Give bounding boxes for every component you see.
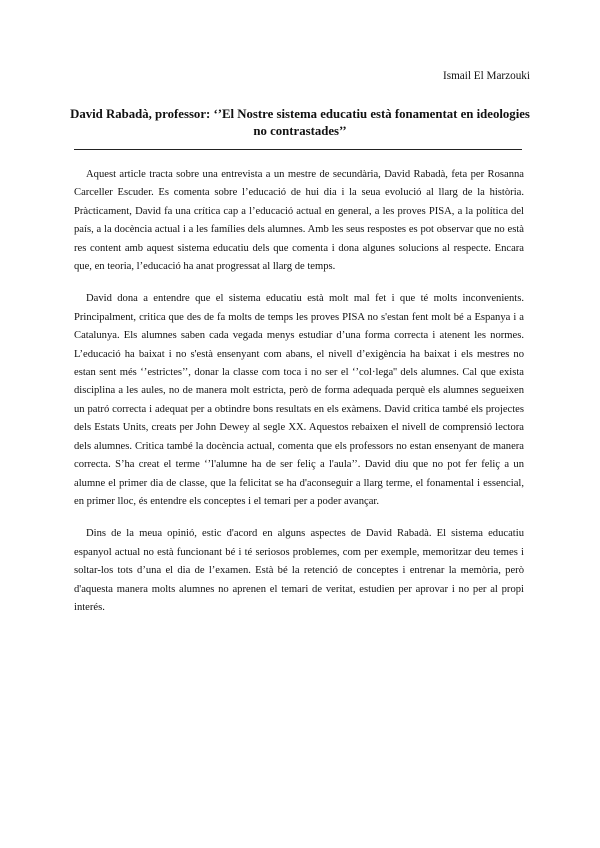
paragraph-1: Aquest article tracta sobre una entrevista a un mestre de secundària, David Rabadà, feta per Rosanna Carceller Escuder. Es comenta sobre l’educació de hui dia i la seua evolució al llarg de la història. Pràcticament, David fa una crítica cap a l’educació actual en general, a les proves PISA, a la política del país, a la docència actual i a les famílies dels alumnes. Amb les seus respostes es pot observar que no està res content amb aquest sistema educatiu dels que comenta i dona algunes solucions al respecte. Encara que, en teoria, l’educació ha anat progressat al llarg de temps. [74, 169, 524, 273]
document-body [74, 166, 524, 631]
paragraph-2: David dona a entendre que el sistema educatiu està molt mal fet i que té molts inconvenients. Principalment, critica que des de fa molts de temps les proves PISA no s'estan fent molt bé a Espanya i a Catalunya. Els alumnes saben cada vegada menys estudiar d’una forma correcta i atenent les normes. L’educació ha baixat i no s'està ensenyant com abans, el nivell d’exigència ha baixat i els mestres no estan sent més ‘’estrictes’’, donar la classe com toca i no ser el ‘’col·lega'' dels alumnes. Cal que exista disciplina a les aules, no de manera molt estricta, però de forma adequada perquè els alumnes segueixen un patró correcta i adequat per a obtindre bons resultats en els exàmens. David critica també els projectes dels Estats Units, creats per John Dewey al segle XX. Aquestos rebaixen el nivell de comprensió lectora dels alumnes. Critica també la docència actual, comenta que els professors no estan ensenyant de manera correcta. S’ha creat el terme ‘’l'alumne ha de ser feliç a l'aula’’. David diu que no pot fer feliç a un alumne el primer dia de classe, que la felicitat se ha d'aconseguir a llarg terme, el fonamental i essencial, en primer lloc, és entendre els conceptes i el temari per a poder avançar. [74, 293, 524, 507]
paragraph-3: Dins de la meua opinió, estic d'acord en alguns aspectes de David Rabadà. El sistema educatiu espanyol actual no està funcionant bé i té seriosos problemes, com per exemple, memoritzar deu temes i soltar-los tots d’una el dia de l’examen. Està bé la retenció de conceptes i entrenar la memòria, però d'aquesta manera molts alumnes no aprenen el temari de veritat, estudien per aprovar i no per al propi interés. [74, 528, 524, 613]
author-name: Ismail El Marzouki [443, 70, 530, 82]
title-divider [74, 149, 522, 150]
document-title: David Rabadà, professor: ‘’El Nostre sistema educatiu està fonamentat en ideologies no contrastades’’ [70, 107, 530, 138]
